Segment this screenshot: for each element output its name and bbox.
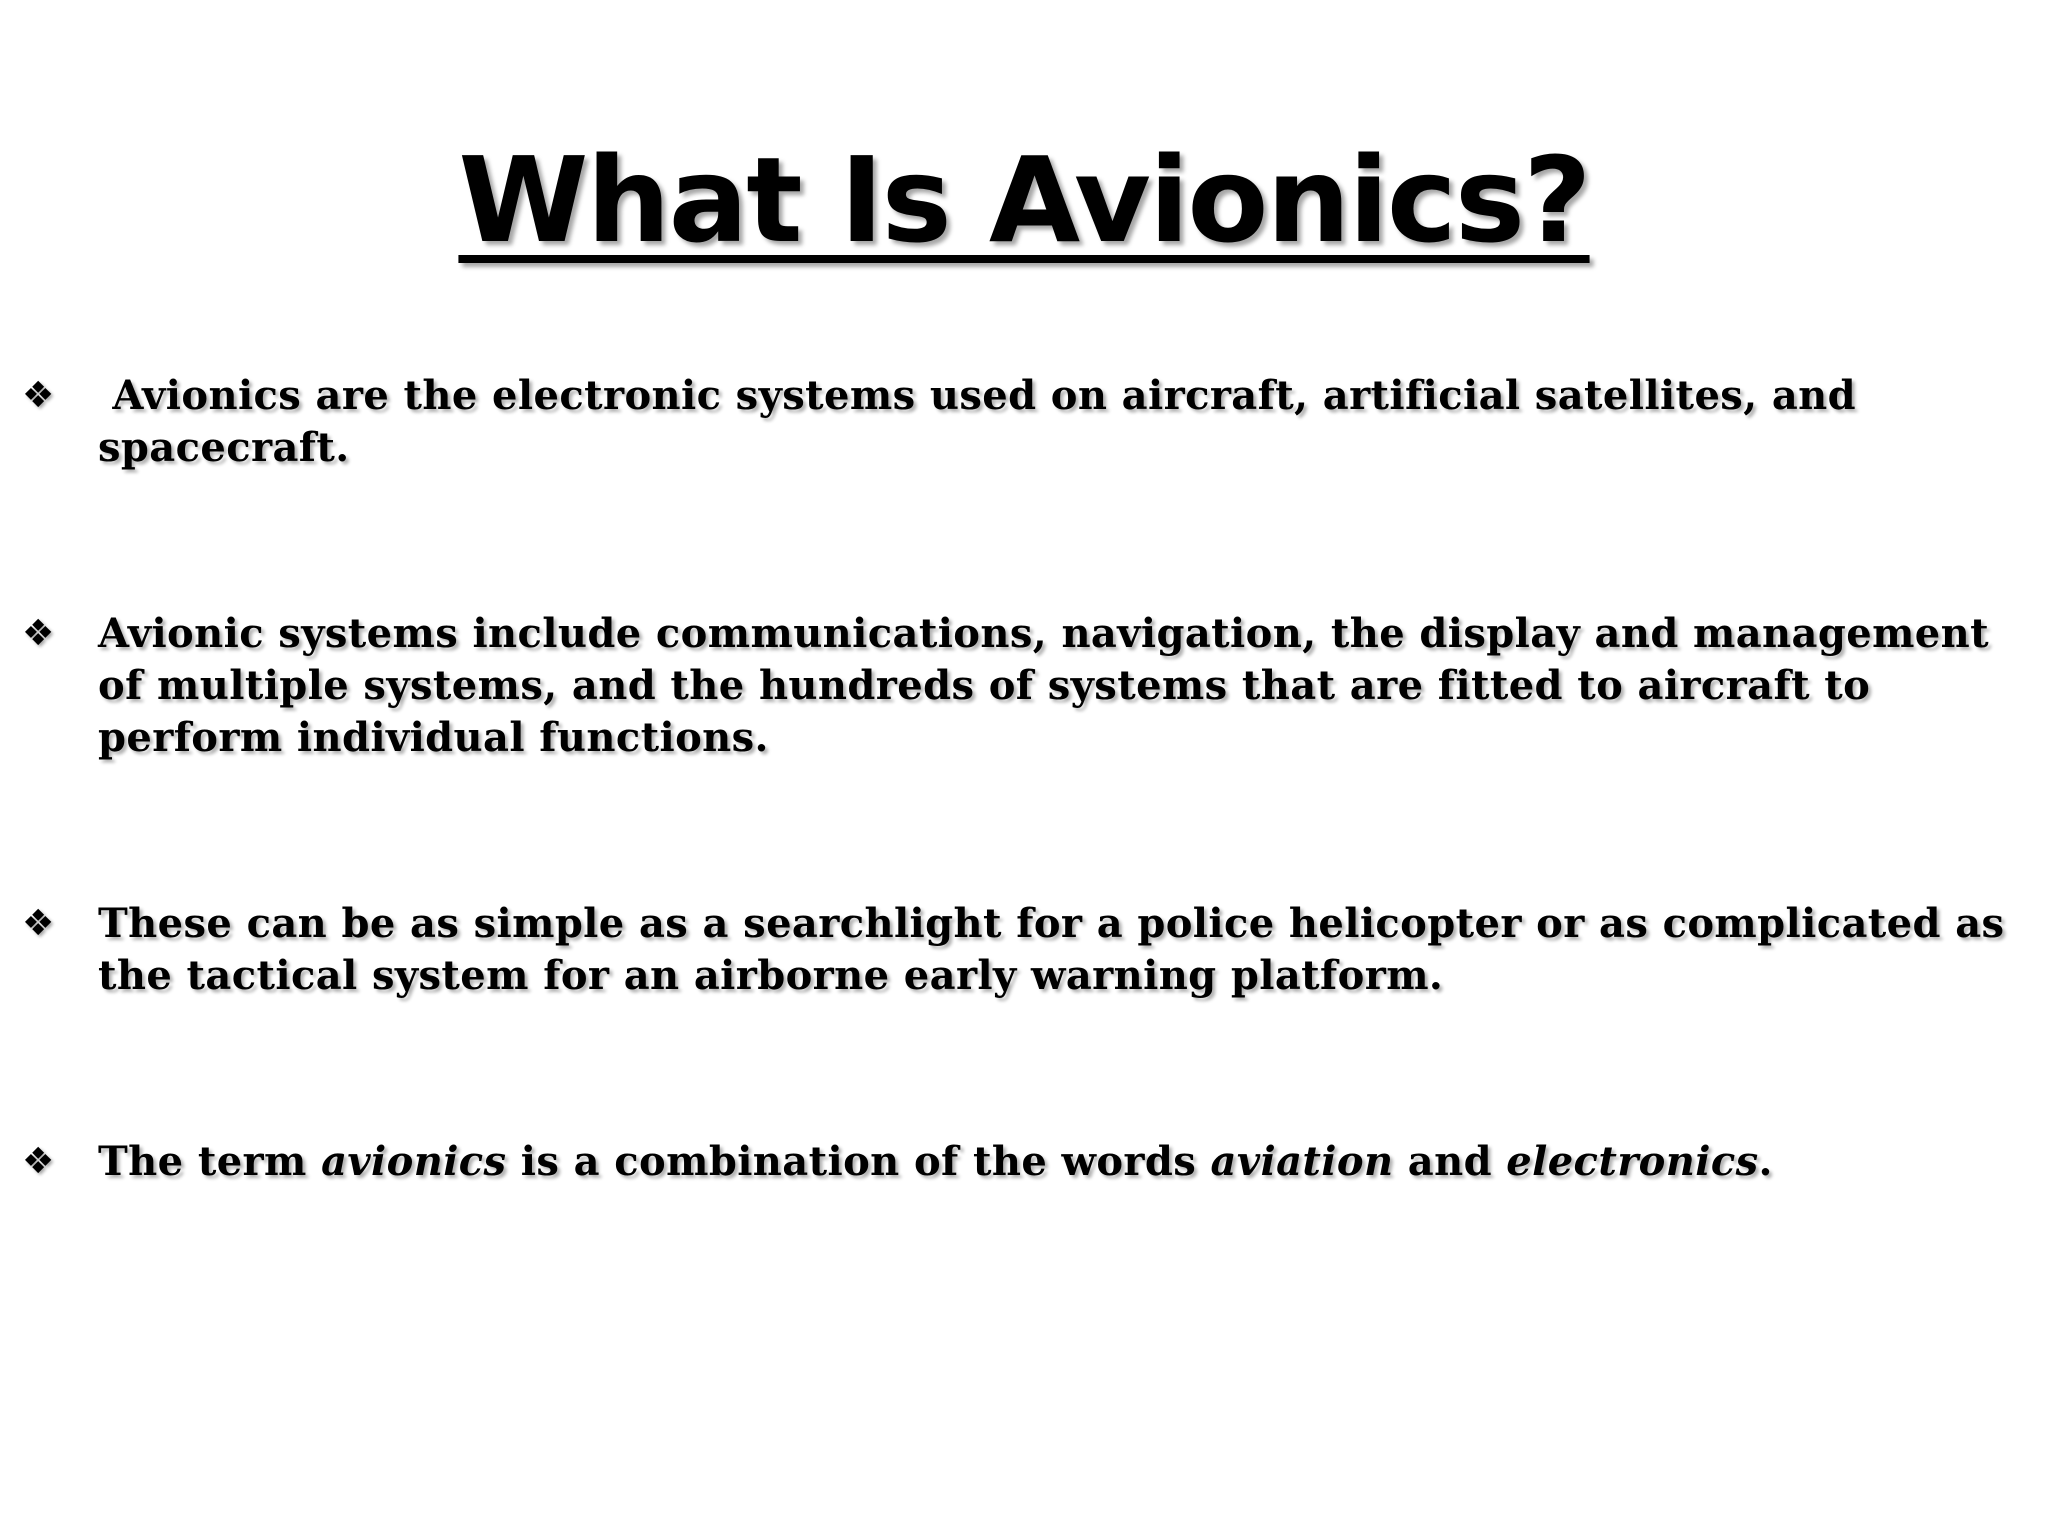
bullet-text-part: . [1758, 1138, 1773, 1185]
diamond-bullet-icon: ❖ [22, 375, 55, 416]
term-electronics: electronics [1506, 1138, 1759, 1185]
bullet-item [22, 1136, 2032, 1188]
diamond-bullet-icon: ❖ [22, 1141, 55, 1182]
term-aviation: aviation [1210, 1138, 1394, 1185]
bullet-item [22, 608, 2032, 764]
term-avionics: avionics [321, 1138, 507, 1185]
bullet-text [98, 1136, 2032, 1188]
bullet-text-part: The term [98, 1138, 322, 1185]
diamond-bullet-icon: ❖ [22, 613, 55, 654]
bullet-item [22, 898, 2032, 1002]
slide-title [0, 130, 2048, 270]
bullet-text-part: and [1393, 1138, 1507, 1185]
bullet-text: Avionic systems include communications, navigation, the display and management of multiple systems, and the hundreds of systems that are fitted to aircraft to perform individual functions. [98, 610, 2004, 761]
bullet-text: These can be as simple as a searchlight for a police helicopter or as complicated as the tactical system for an airborne early warning platform. [98, 900, 2019, 999]
diamond-bullet-icon: ❖ [22, 903, 55, 944]
bullet-text: Avionics are the electronic systems used on aircraft, artificial satellites, and spacecraft. [98, 372, 1871, 471]
bullet-item [22, 370, 2032, 474]
bullet-text-part: is a combination of the words [506, 1138, 1211, 1185]
title-text: What Is Avionics? [458, 131, 1590, 269]
